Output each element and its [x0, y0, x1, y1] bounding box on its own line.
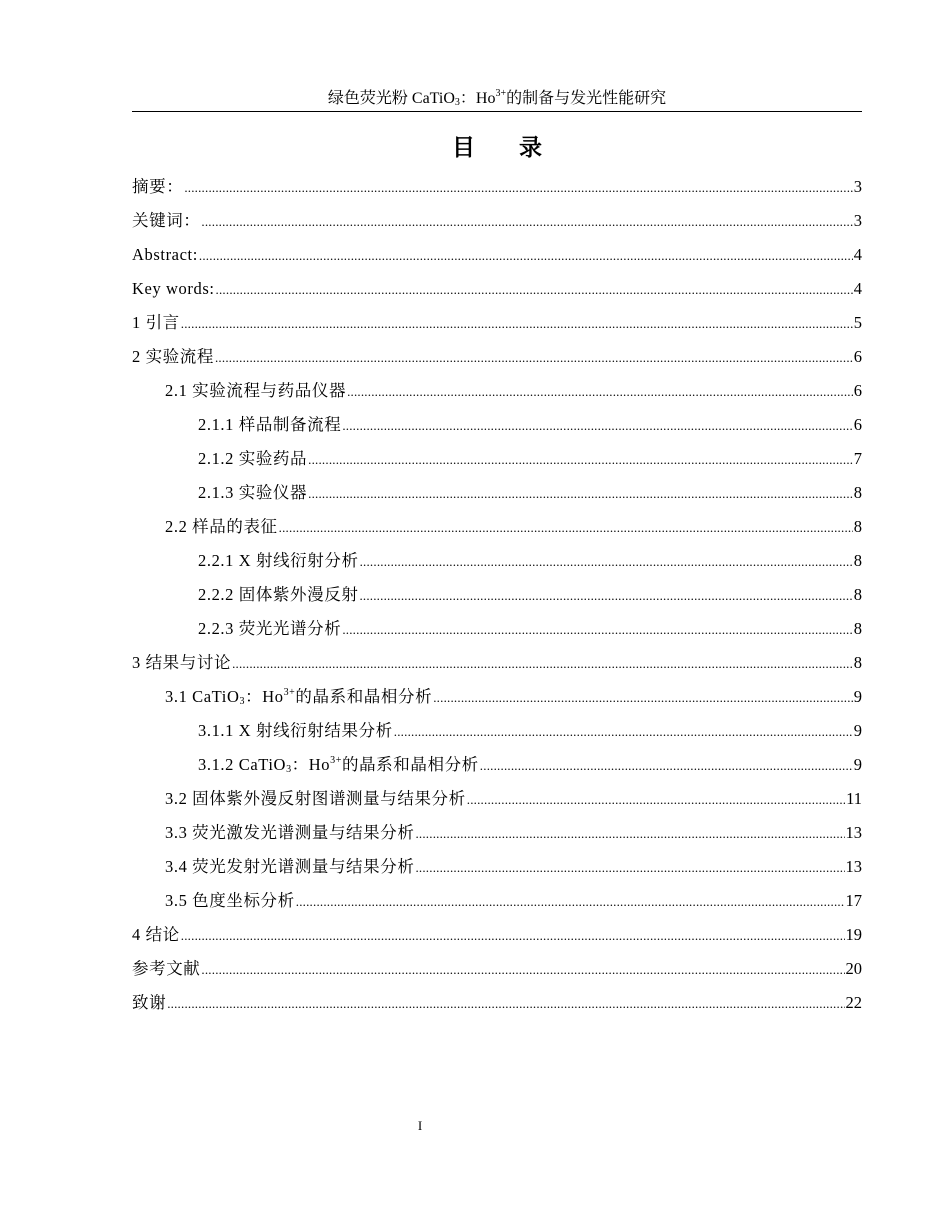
toc-entry-label: 3.2 固体紫外漫反射图谱测量与结果分析 — [165, 789, 466, 808]
toc-entry-label: 3.5 色度坐标分析 — [165, 891, 295, 910]
toc-entry-page: 8 — [853, 517, 862, 536]
toc-dot-leader — [167, 992, 844, 1016]
header-title-subscript: 3 — [454, 97, 460, 108]
toc-entry-label: 2.1.1 样品制备流程 — [198, 415, 342, 434]
toc-entry[interactable] — [132, 957, 862, 981]
toc-dot-leader — [184, 176, 852, 200]
toc-entry-page: 19 — [845, 925, 862, 944]
toc-dot-leader — [342, 618, 852, 642]
toc-dot-leader — [347, 380, 853, 404]
toc-entry-page: 20 — [845, 959, 862, 978]
toc-entry-page: 8 — [853, 653, 862, 672]
toc-dot-leader — [342, 414, 852, 438]
toc-entry[interactable] — [132, 515, 862, 539]
toc-entry-label — [165, 685, 432, 709]
toc-dot-leader — [308, 482, 853, 506]
toc-entry-label — [198, 753, 479, 777]
toc-dot-leader — [201, 958, 844, 982]
toc-title — [132, 132, 862, 164]
header-title-mid: ：Ho — [459, 90, 496, 107]
toc-entry[interactable] — [132, 821, 862, 845]
toc-entry-label: 2.2.2 固体紫外漫反射 — [198, 585, 359, 604]
toc-entry[interactable] — [132, 243, 862, 267]
toc-entry-page: 6 — [853, 347, 862, 366]
header-title-prefix: 绿色荧光粉 CaTiO — [327, 90, 455, 107]
toc-dot-leader — [296, 890, 845, 914]
toc-label-suffix: 的晶系和晶相分析 — [341, 755, 479, 774]
toc-dot-leader — [181, 924, 845, 948]
toc-entry-page: 3 — [853, 177, 862, 196]
toc-entry[interactable] — [132, 787, 862, 811]
toc-entry[interactable] — [132, 651, 862, 675]
toc-dot-leader — [467, 788, 845, 812]
toc-entry[interactable] — [132, 311, 862, 335]
toc-entry-page: 4 — [853, 245, 862, 264]
toc-entry-page: 8 — [853, 483, 862, 502]
toc-entry[interactable] — [132, 753, 862, 777]
toc-entry-page: 9 — [853, 721, 862, 740]
toc-entry-page: 11 — [846, 789, 862, 808]
toc-dot-leader — [415, 856, 844, 880]
toc-entry-page: 8 — [853, 551, 862, 570]
toc-dot-leader — [232, 652, 853, 676]
toc-dot-leader — [360, 550, 853, 574]
header-title-suffix: 的制备与发光性能研究 — [506, 90, 667, 107]
toc-dot-leader — [201, 210, 852, 234]
toc-dot-leader — [308, 448, 853, 472]
toc-label-mid: ：Ho — [291, 755, 331, 774]
toc-entry-page: 7 — [853, 449, 862, 468]
toc-dot-leader — [181, 312, 853, 336]
toc-entry[interactable] — [132, 447, 862, 471]
toc-entry-label: 关键词： — [132, 211, 201, 230]
toc-entry-label: 2.2.1 X 射线衍射分析 — [198, 551, 359, 570]
toc-entry-label: 3.4 荧光发射光谱测量与结果分析 — [165, 857, 415, 876]
toc-entry-page: 3 — [853, 211, 862, 230]
toc-entry-page: 8 — [853, 619, 862, 638]
toc-entry[interactable] — [132, 413, 862, 437]
toc-entry[interactable] — [132, 277, 862, 301]
toc-entry-label: 3.1.1 X 射线衍射结果分析 — [198, 721, 393, 740]
toc-entry-label: 2.2.3 荧光光谱分析 — [198, 619, 342, 638]
toc-entry-label: Abstract: — [132, 245, 198, 264]
toc-entry-label: 致谢 — [132, 993, 167, 1012]
toc-entry[interactable] — [132, 345, 862, 369]
toc-entry-page: 6 — [853, 381, 862, 400]
toc-label-superscript: 3+ — [283, 687, 296, 698]
toc-dot-leader — [433, 686, 853, 710]
toc-dot-leader — [215, 346, 853, 370]
toc-label-suffix: 的晶系和晶相分析 — [295, 687, 433, 706]
toc-dot-leader — [394, 720, 853, 744]
toc-dot-leader — [359, 584, 852, 608]
toc-entry[interactable] — [132, 719, 862, 743]
toc-entry[interactable] — [132, 175, 862, 199]
toc-entry-label: 3.3 荧光激发光谱测量与结果分析 — [165, 823, 415, 842]
toc-entry-page: 4 — [853, 279, 862, 298]
toc-label-prefix: 3.1.2 CaTiO — [198, 755, 287, 774]
toc-entry[interactable] — [132, 923, 862, 947]
toc-dot-leader — [279, 516, 853, 540]
toc-entry-label: 2.1.2 实验药品 — [198, 449, 308, 468]
toc-dot-leader — [480, 754, 853, 778]
toc-entry-label: 2.2 样品的表征 — [165, 517, 278, 536]
toc-title-left: 目 — [452, 135, 475, 161]
toc-entry-page: 8 — [853, 585, 862, 604]
running-header — [132, 88, 862, 110]
toc-entry[interactable] — [132, 549, 862, 573]
toc-entry-page: 9 — [853, 687, 862, 706]
toc-label-prefix: 3.1 CaTiO — [165, 687, 240, 706]
toc-entry[interactable] — [132, 991, 862, 1015]
toc-entry[interactable] — [132, 481, 862, 505]
toc-dot-leader — [199, 244, 853, 268]
toc-entry-label: 2 实验流程 — [132, 347, 214, 366]
toc-entry-label: 1 引言 — [132, 313, 180, 332]
toc-entry-page: 9 — [853, 755, 862, 774]
toc-entry-label: 2.1 实验流程与药品仪器 — [165, 381, 347, 400]
toc-label-subscript: 3 — [286, 764, 292, 775]
toc-entry[interactable] — [132, 889, 862, 913]
toc-entry-page: 17 — [845, 891, 862, 910]
header-rule — [132, 111, 862, 112]
toc-label-subscript: 3 — [239, 696, 246, 707]
toc-entry-page: 22 — [845, 993, 862, 1012]
toc-entry[interactable] — [132, 685, 862, 709]
toc-entry-label: 4 结论 — [132, 925, 180, 944]
toc-label-superscript: 3+ — [330, 755, 342, 766]
toc-entry-page: 13 — [845, 823, 862, 842]
toc-entry-label: 3 结果与讨论 — [132, 653, 232, 672]
toc-entry-page: 6 — [853, 415, 862, 434]
toc-entry[interactable] — [132, 617, 862, 641]
toc-entry[interactable] — [132, 209, 862, 233]
toc-entry-label: Key words: — [132, 279, 215, 298]
toc-entry[interactable] — [132, 855, 862, 879]
toc-entry-page: 13 — [845, 857, 862, 876]
toc-entry-page: 5 — [853, 313, 862, 332]
toc-dot-leader — [216, 278, 853, 302]
toc-entry[interactable] — [132, 583, 862, 607]
toc-entry-label: 2.1.3 实验仪器 — [198, 483, 308, 502]
toc-label-mid: ：Ho — [245, 687, 284, 706]
toc-entry[interactable] — [132, 379, 862, 403]
toc-dot-leader — [415, 822, 844, 846]
toc-title-right: 录 — [519, 135, 542, 161]
header-title-superscript: 3+ — [495, 88, 507, 99]
toc-entry-label: 摘要： — [132, 177, 184, 196]
toc-entry-label: 参考文献 — [132, 959, 201, 978]
page-number: I — [417, 1118, 423, 1133]
